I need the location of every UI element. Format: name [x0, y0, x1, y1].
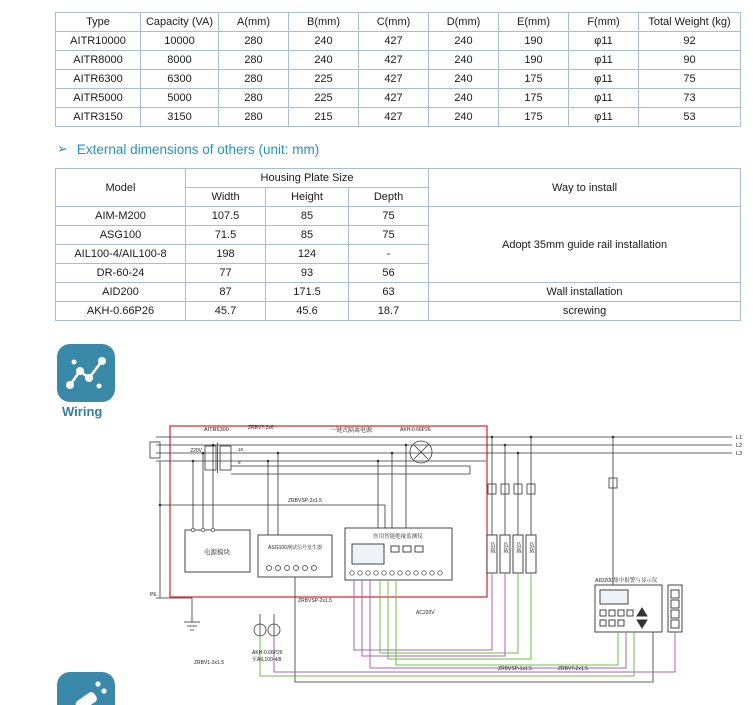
table-row	[56, 302, 741, 321]
asg100-label: ASG100测试信号发生器	[268, 545, 322, 551]
column-header-height: Height	[266, 188, 349, 207]
cell: 240	[429, 51, 499, 70]
cell: 240	[289, 32, 359, 51]
load-label: 负载	[515, 542, 521, 553]
column-header-capacity: Capacity (VA)	[141, 13, 219, 32]
column-header-a: A(mm)	[219, 13, 289, 32]
isolation-power-label: 一键式隔离电源	[330, 428, 373, 434]
cell: 225	[289, 89, 359, 108]
load-label: 负载	[502, 542, 508, 553]
transformer-model-label: AITR6300	[204, 427, 229, 433]
cell: 5000	[141, 89, 219, 108]
cell: φ11	[569, 32, 639, 51]
cell: 240	[429, 32, 499, 51]
cell: 240	[429, 89, 499, 108]
cell: 73	[639, 89, 741, 108]
cell-install-group: Adopt 35mm guide rail installation	[429, 207, 741, 283]
cell: 93	[266, 264, 349, 283]
cell-install: Wall installation	[429, 283, 741, 302]
cell: 92	[639, 32, 741, 51]
cell: 190	[499, 32, 569, 51]
cell: 3150	[141, 108, 219, 127]
cell-model: DR-60-24	[56, 264, 186, 283]
cell: 6300	[141, 70, 219, 89]
other-dimensions-table	[55, 168, 741, 321]
cell: 427	[359, 51, 429, 70]
cell: 56	[349, 264, 429, 283]
cell: 63	[349, 283, 429, 302]
cell: 427	[359, 89, 429, 108]
cell-model: AIL100-4/AIL100-8	[56, 245, 186, 264]
load-box	[526, 535, 536, 573]
section-heading	[57, 141, 319, 157]
cell: 85	[266, 226, 349, 245]
load-box	[500, 535, 510, 573]
table-row	[56, 283, 741, 302]
table-header-row	[56, 13, 741, 32]
column-header-b: B(mm)	[289, 13, 359, 32]
load-label: 负载	[528, 542, 534, 553]
table-row	[56, 70, 741, 89]
cell-model: ASG100	[56, 226, 186, 245]
section-title-text: External dimensions of others (unit: mm)	[76, 141, 320, 157]
cell: 71.5	[186, 226, 266, 245]
column-header-type: Type	[56, 13, 141, 32]
aitr-dimensions-table	[55, 12, 741, 127]
aid200-label: AID200集中报警与显示仪	[595, 578, 658, 584]
ct-top-label: AKH-0.66P26	[400, 427, 431, 433]
arrow-bullet-icon: ➢	[57, 141, 68, 156]
cell-model: AIM-M200	[56, 207, 186, 226]
cell-model: AKH-0.66P26	[56, 302, 186, 321]
load-box	[513, 535, 523, 573]
load-box	[487, 535, 497, 573]
cell: -	[349, 245, 429, 264]
table-row	[56, 108, 741, 127]
table-row	[56, 51, 741, 70]
phase-label-l3: L3	[736, 451, 743, 457]
ct-bottom-label: AKH-0.66P26	[252, 650, 283, 656]
monitor-label: 医用智能绝缘监测仪	[373, 534, 423, 540]
cell: 77	[186, 264, 266, 283]
cell: φ11	[569, 89, 639, 108]
column-header-depth: Depth	[349, 188, 429, 207]
cell: 225	[289, 70, 359, 89]
wire-left-bottom-label: ZRBV1-2x1.5	[194, 660, 225, 666]
cell: 53	[639, 108, 741, 127]
cell-type: AITR5000	[56, 89, 141, 108]
cell: 427	[359, 70, 429, 89]
cell-type: AITR6300	[56, 70, 141, 89]
cell: 45.6	[266, 302, 349, 321]
wire-top-label: ZRBVT-3x6	[248, 425, 274, 431]
terminal-number: 10	[238, 447, 244, 452]
column-header-model: Model	[56, 169, 186, 207]
cell-model: AID200	[56, 283, 186, 302]
table-row	[56, 207, 741, 226]
cell: 175	[499, 89, 569, 108]
column-header-weight: Total Weight (kg)	[639, 13, 741, 32]
column-header-c: C(mm)	[359, 13, 429, 32]
cell: 280	[219, 70, 289, 89]
wiring-section-label: Wiring	[62, 404, 103, 419]
cell: 45.7	[186, 302, 266, 321]
cell-type: AITR3150	[56, 108, 141, 127]
cell: 75	[639, 70, 741, 89]
cell: 190	[499, 51, 569, 70]
wiring-diagram	[148, 418, 748, 705]
cell: φ11	[569, 51, 639, 70]
cell-install: screwing	[429, 302, 741, 321]
table-row	[56, 89, 741, 108]
cell: 427	[359, 32, 429, 51]
wire-mid-label: ZRBVSP-2x1.5	[288, 498, 322, 504]
column-header-f: F(mm)	[569, 13, 639, 32]
cell-type: AITR8000	[56, 51, 141, 70]
wiring-section-icon	[57, 344, 115, 402]
cell: 280	[219, 32, 289, 51]
column-header-e: E(mm)	[499, 13, 569, 32]
terminal-number: 9	[238, 460, 241, 465]
connector-icon	[57, 672, 115, 705]
cell: 427	[359, 108, 429, 127]
wire-bottom-label: ZRBVT-2x1.5	[558, 666, 589, 672]
cell: 90	[639, 51, 741, 70]
ac-voltage-label: AC220V	[416, 610, 435, 616]
cell: φ11	[569, 70, 639, 89]
cell: 124	[266, 245, 349, 264]
cell: 8000	[141, 51, 219, 70]
cell: φ11	[569, 108, 639, 127]
load-label: 负载	[489, 542, 495, 553]
power-module-label: 电源模块	[204, 549, 230, 556]
chart-nodes-icon	[57, 344, 115, 402]
cell: 215	[289, 108, 359, 127]
cell: 240	[429, 70, 499, 89]
phase-label-l1: L1	[736, 435, 743, 441]
ct-bottom-note: 至AIL100-4/8	[252, 657, 282, 663]
cell: 85	[266, 207, 349, 226]
voltage-label: 220V	[190, 448, 202, 454]
cell: 175	[499, 70, 569, 89]
wire-mid-label: ZRBVSP-2x1.5	[298, 598, 332, 604]
cell: 171.5	[266, 283, 349, 302]
cell-type: AITR10000	[56, 32, 141, 51]
pe-label: PE	[150, 592, 157, 598]
cell: 280	[219, 108, 289, 127]
cell: 87	[186, 283, 266, 302]
column-header-install: Way to install	[429, 169, 741, 207]
column-header-housing: Housing Plate Size	[186, 169, 429, 188]
cell: 198	[186, 245, 266, 264]
next-section-icon	[57, 672, 115, 705]
table-header-row	[56, 169, 741, 188]
cell: 107.5	[186, 207, 266, 226]
column-header-d: D(mm)	[429, 13, 499, 32]
cell: 175	[499, 108, 569, 127]
cell: 280	[219, 89, 289, 108]
cell: 10000	[141, 32, 219, 51]
cell: 280	[219, 51, 289, 70]
wire-bottom-label: ZRBVSP-1x1.5	[498, 666, 532, 672]
cell: 75	[349, 226, 429, 245]
table-row	[56, 32, 741, 51]
phase-label-l2: L2	[736, 443, 743, 449]
cell: 240	[429, 108, 499, 127]
cell: 240	[289, 51, 359, 70]
cell: 18.7	[349, 302, 429, 321]
column-header-width: Width	[186, 188, 266, 207]
cell: 75	[349, 207, 429, 226]
